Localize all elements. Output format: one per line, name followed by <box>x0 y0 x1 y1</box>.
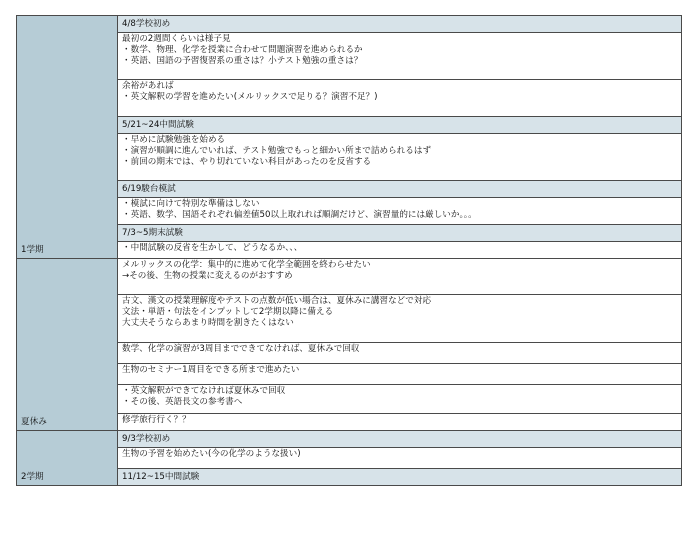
event-header-row <box>17 16 682 33</box>
note-line: ・演習が順調に進んでいれば、テスト勉強でもっと細かい所まで詰められるはず <box>122 146 432 156</box>
event-header-cell <box>118 16 682 33</box>
note-cell <box>118 242 682 259</box>
event-header-cell <box>118 431 682 448</box>
note-line: ・英文解釈ができてなければ夏休みで回収 <box>122 386 286 396</box>
note-line: 文法・単語・句法をインプットして2学期以降に備える <box>122 307 334 317</box>
event-title: 9/3学校初め <box>122 434 171 444</box>
event-header-cell <box>118 225 682 242</box>
term-label: 1学期 <box>17 16 118 259</box>
note-cell <box>118 295 682 343</box>
term-label: 夏休み <box>17 259 118 431</box>
note-cell <box>118 343 682 364</box>
event-header-row <box>17 431 682 448</box>
note-line: ・早めに試験勉強を始める <box>122 135 226 145</box>
event-title: 5/21~24中間試験 <box>122 120 194 130</box>
note-cell <box>118 385 682 414</box>
event-title: 6/19駿台模試 <box>122 184 176 194</box>
note-cell <box>118 198 682 225</box>
note-line: ・中間試験の反省を生かして、どうなるか、、、 <box>122 243 303 253</box>
note-cell <box>118 414 682 431</box>
event-header-cell <box>118 181 682 198</box>
note-cell <box>118 134 682 181</box>
note-line: ・模試に向けて特別な準備はしない <box>122 199 260 209</box>
term-label: 2学期 <box>17 431 118 486</box>
event-title: 4/8学校初め <box>122 19 171 29</box>
event-header-cell <box>118 469 682 486</box>
note-cell <box>118 259 682 295</box>
note-cell <box>118 448 682 469</box>
note-line: ・英文解釈の学習を進めたい(メルリックスで足りる？演習不足？) <box>122 92 378 102</box>
note-line: 生物のセミナー1周目をできる所まで進めたい <box>122 365 300 375</box>
note-line: ・数学、物理、化学を授業に合わせて問題演習を進められるか <box>122 45 363 55</box>
note-line: 生物の予習を始めたい(今の化学のような扱い) <box>122 449 301 459</box>
study-plan-body <box>17 16 682 486</box>
note-cell <box>118 80 682 117</box>
note-line: →その後、生物の授業に変えるのがおすすめ <box>122 271 293 281</box>
note-cell <box>118 33 682 80</box>
note-line: 修学旅行行く？？ <box>122 415 191 425</box>
note-line: 数学、化学の演習が3周目までできてなければ、夏休みで回収 <box>122 344 360 354</box>
note-line: 最初の2週間くらいは様子見 <box>122 34 231 44</box>
note-line: ・英語、数学、国語それぞれ偏差値50以上取れれば順調だけど、演習量的には厳しいか。。。 <box>122 210 477 220</box>
note-line: 古文、漢文の授業理解度やテストの点数が低い場合は、夏休みに講習などで対応 <box>122 296 432 306</box>
note-line: ・英語、国語の予習復習系の重さは？小テスト勉強の重さは？ <box>122 56 363 66</box>
event-header-cell <box>118 117 682 134</box>
note-line: メルリックスの化学：集中的に進めて化学全範囲を終わらせたい <box>122 260 371 270</box>
study-plan-table <box>16 15 682 486</box>
note-cell <box>118 364 682 385</box>
note-line: 大丈夫そうならあまり時間を割きたくはない <box>122 318 294 328</box>
note-line: 余裕があれば <box>122 81 174 91</box>
note-line: ・その後、英語長文の参考書へ <box>122 397 243 407</box>
event-title: 7/3~5期末試験 <box>122 228 183 238</box>
note-line: ・前回の期末では、やり切れていない科目があったのを反省する <box>122 157 372 167</box>
note-row <box>17 259 682 295</box>
event-title: 11/12~15中間試験 <box>122 472 200 482</box>
